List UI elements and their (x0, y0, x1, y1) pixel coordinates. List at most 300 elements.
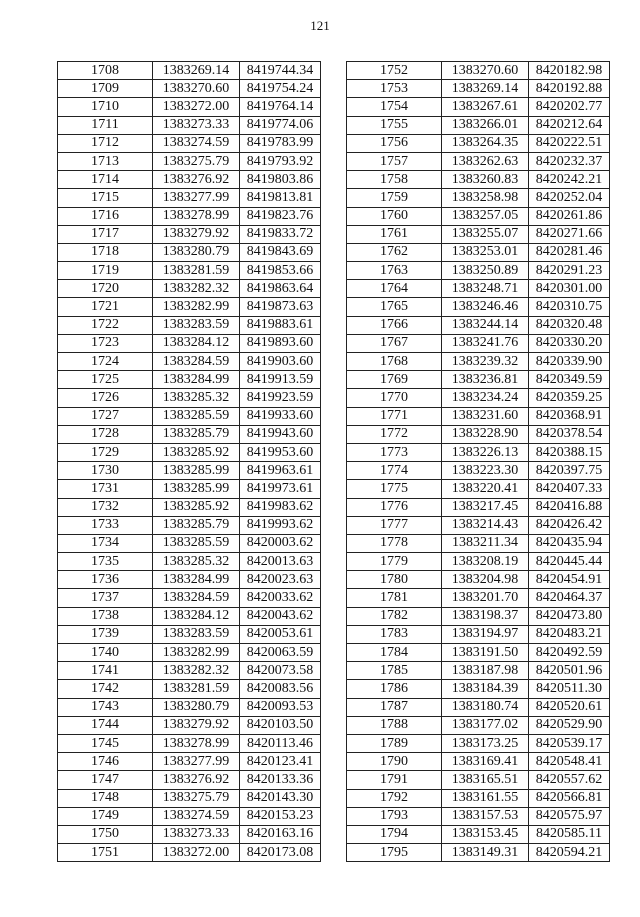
point-number-cell: 1759 (347, 189, 442, 207)
x-coordinate-cell: 1383273.33 (153, 825, 240, 843)
y-coordinate-cell: 8420053.61 (240, 625, 321, 643)
point-number-cell: 1782 (347, 607, 442, 625)
table-row (347, 280, 610, 298)
y-coordinate-cell: 8420222.51 (529, 134, 610, 152)
table-row (347, 171, 610, 189)
x-coordinate-cell: 1383266.01 (442, 116, 529, 134)
point-number-cell: 1723 (58, 334, 153, 352)
point-number-cell: 1725 (58, 371, 153, 389)
y-coordinate-cell: 8419903.60 (240, 353, 321, 371)
table-row (58, 262, 321, 280)
table-row (347, 753, 610, 771)
x-coordinate-cell: 1383165.51 (442, 771, 529, 789)
y-coordinate-cell: 8419744.34 (240, 62, 321, 80)
point-number-cell: 1784 (347, 644, 442, 662)
y-coordinate-cell: 8420013.63 (240, 553, 321, 571)
x-coordinate-cell: 1383264.35 (442, 134, 529, 152)
x-coordinate-cell: 1383282.32 (153, 662, 240, 680)
y-coordinate-cell: 8420003.62 (240, 534, 321, 552)
point-number-cell: 1732 (58, 498, 153, 516)
point-number-cell: 1757 (347, 152, 442, 170)
point-number-cell: 1746 (58, 753, 153, 771)
y-coordinate-cell: 8420310.75 (529, 298, 610, 316)
point-number-cell: 1792 (347, 789, 442, 807)
y-coordinate-cell: 8420113.46 (240, 734, 321, 752)
y-coordinate-cell: 8419764.14 (240, 98, 321, 116)
y-coordinate-cell: 8420083.56 (240, 680, 321, 698)
x-coordinate-cell: 1383285.59 (153, 407, 240, 425)
y-coordinate-cell: 8419983.62 (240, 498, 321, 516)
point-number-cell: 1719 (58, 262, 153, 280)
x-coordinate-cell: 1383272.00 (153, 844, 240, 862)
x-coordinate-cell: 1383275.79 (153, 789, 240, 807)
table-row (58, 353, 321, 371)
table-row (347, 462, 610, 480)
table-row (347, 298, 610, 316)
table-row (347, 534, 610, 552)
x-coordinate-cell: 1383173.25 (442, 734, 529, 752)
point-number-cell: 1716 (58, 207, 153, 225)
y-coordinate-cell: 8420242.21 (529, 171, 610, 189)
table-row (58, 825, 321, 843)
point-number-cell: 1738 (58, 607, 153, 625)
point-number-cell: 1761 (347, 225, 442, 243)
x-coordinate-cell: 1383281.59 (153, 680, 240, 698)
x-coordinate-cell: 1383285.32 (153, 389, 240, 407)
x-coordinate-cell: 1383272.00 (153, 98, 240, 116)
y-coordinate-cell: 8420023.63 (240, 571, 321, 589)
point-number-cell: 1789 (347, 734, 442, 752)
point-number-cell: 1739 (58, 625, 153, 643)
table-row (58, 389, 321, 407)
x-coordinate-cell: 1383220.41 (442, 480, 529, 498)
table-row (347, 243, 610, 261)
point-number-cell: 1724 (58, 353, 153, 371)
point-number-cell: 1726 (58, 389, 153, 407)
point-number-cell: 1741 (58, 662, 153, 680)
point-number-cell: 1766 (347, 316, 442, 334)
x-coordinate-cell: 1383246.46 (442, 298, 529, 316)
x-coordinate-cell: 1383285.92 (153, 498, 240, 516)
point-number-cell: 1794 (347, 825, 442, 843)
x-coordinate-cell: 1383269.14 (442, 80, 529, 98)
x-coordinate-cell: 1383281.59 (153, 262, 240, 280)
y-coordinate-cell: 8420173.08 (240, 844, 321, 862)
x-coordinate-cell: 1383191.50 (442, 644, 529, 662)
table-row (347, 262, 610, 280)
y-coordinate-cell: 8420093.53 (240, 698, 321, 716)
point-number-cell: 1767 (347, 334, 442, 352)
x-coordinate-cell: 1383201.70 (442, 589, 529, 607)
table-row (58, 589, 321, 607)
point-number-cell: 1748 (58, 789, 153, 807)
x-coordinate-cell: 1383279.92 (153, 716, 240, 734)
y-coordinate-cell: 8419993.62 (240, 516, 321, 534)
x-coordinate-cell: 1383284.59 (153, 353, 240, 371)
point-number-cell: 1721 (58, 298, 153, 316)
point-number-cell: 1788 (347, 716, 442, 734)
point-number-cell: 1720 (58, 280, 153, 298)
point-number-cell: 1728 (58, 425, 153, 443)
point-number-cell: 1714 (58, 171, 153, 189)
x-coordinate-cell: 1383285.79 (153, 516, 240, 534)
x-coordinate-cell: 1383285.99 (153, 462, 240, 480)
x-coordinate-cell: 1383284.12 (153, 334, 240, 352)
table-row (58, 80, 321, 98)
y-coordinate-cell: 8420143.30 (240, 789, 321, 807)
y-coordinate-cell: 8420163.16 (240, 825, 321, 843)
y-coordinate-cell: 8420529.90 (529, 716, 610, 734)
point-number-cell: 1795 (347, 844, 442, 862)
x-coordinate-cell: 1383236.81 (442, 371, 529, 389)
point-number-cell: 1787 (347, 698, 442, 716)
x-coordinate-cell: 1383284.99 (153, 571, 240, 589)
table-row (347, 771, 610, 789)
x-coordinate-cell: 1383284.99 (153, 371, 240, 389)
y-coordinate-cell: 8419813.81 (240, 189, 321, 207)
table-row (58, 516, 321, 534)
x-coordinate-cell: 1383187.98 (442, 662, 529, 680)
point-number-cell: 1772 (347, 425, 442, 443)
table-row (58, 480, 321, 498)
x-coordinate-cell: 1383283.59 (153, 625, 240, 643)
point-number-cell: 1760 (347, 207, 442, 225)
x-coordinate-cell: 1383153.45 (442, 825, 529, 843)
y-coordinate-cell: 8420566.81 (529, 789, 610, 807)
table-row (347, 825, 610, 843)
y-coordinate-cell: 8420520.61 (529, 698, 610, 716)
y-coordinate-cell: 8420492.59 (529, 644, 610, 662)
point-number-cell: 1779 (347, 553, 442, 571)
y-coordinate-cell: 8419883.61 (240, 316, 321, 334)
y-coordinate-cell: 8419793.92 (240, 152, 321, 170)
x-coordinate-cell: 1383280.79 (153, 243, 240, 261)
point-number-cell: 1740 (58, 644, 153, 662)
x-coordinate-cell: 1383275.79 (153, 152, 240, 170)
point-number-cell: 1786 (347, 680, 442, 698)
x-coordinate-cell: 1383184.39 (442, 680, 529, 698)
y-coordinate-cell: 8420594.21 (529, 844, 610, 862)
y-coordinate-cell: 8420378.54 (529, 425, 610, 443)
x-coordinate-cell: 1383234.24 (442, 389, 529, 407)
point-number-cell: 1791 (347, 771, 442, 789)
table-row (58, 298, 321, 316)
table-row (58, 134, 321, 152)
table-row (347, 62, 610, 80)
point-number-cell: 1733 (58, 516, 153, 534)
point-number-cell: 1737 (58, 589, 153, 607)
point-number-cell: 1722 (58, 316, 153, 334)
y-coordinate-cell: 8420511.30 (529, 680, 610, 698)
point-number-cell: 1731 (58, 480, 153, 498)
table-row (58, 280, 321, 298)
coordinates-table-left-body (58, 62, 321, 862)
table-row (347, 80, 610, 98)
point-number-cell: 1752 (347, 62, 442, 80)
y-coordinate-cell: 8420232.37 (529, 152, 610, 170)
table-row (347, 662, 610, 680)
table-row (58, 644, 321, 662)
y-coordinate-cell: 8420426.42 (529, 516, 610, 534)
table-row (58, 243, 321, 261)
table-row (347, 98, 610, 116)
x-coordinate-cell: 1383239.32 (442, 353, 529, 371)
point-number-cell: 1708 (58, 62, 153, 80)
x-coordinate-cell: 1383285.32 (153, 553, 240, 571)
y-coordinate-cell: 8420033.62 (240, 589, 321, 607)
point-number-cell: 1754 (347, 98, 442, 116)
y-coordinate-cell: 8419754.24 (240, 80, 321, 98)
table-row (58, 334, 321, 352)
table-row (58, 807, 321, 825)
point-number-cell: 1781 (347, 589, 442, 607)
y-coordinate-cell: 8420212.64 (529, 116, 610, 134)
y-coordinate-cell: 8419963.61 (240, 462, 321, 480)
y-coordinate-cell: 8420073.58 (240, 662, 321, 680)
point-number-cell: 1773 (347, 443, 442, 461)
x-coordinate-cell: 1383241.76 (442, 334, 529, 352)
y-coordinate-cell: 8419803.86 (240, 171, 321, 189)
x-coordinate-cell: 1383253.01 (442, 243, 529, 261)
x-coordinate-cell: 1383248.71 (442, 280, 529, 298)
point-number-cell: 1750 (58, 825, 153, 843)
table-row (58, 753, 321, 771)
table-row (58, 98, 321, 116)
table-row (347, 134, 610, 152)
x-coordinate-cell: 1383250.89 (442, 262, 529, 280)
table-row (347, 116, 610, 134)
point-number-cell: 1743 (58, 698, 153, 716)
table-row (58, 553, 321, 571)
y-coordinate-cell: 8420539.17 (529, 734, 610, 752)
x-coordinate-cell: 1383282.99 (153, 298, 240, 316)
y-coordinate-cell: 8420261.86 (529, 207, 610, 225)
y-coordinate-cell: 8420454.91 (529, 571, 610, 589)
y-coordinate-cell: 8420291.23 (529, 262, 610, 280)
point-number-cell: 1785 (347, 662, 442, 680)
table-row (58, 771, 321, 789)
y-coordinate-cell: 8419774.06 (240, 116, 321, 134)
table-row (347, 607, 610, 625)
table-row (347, 353, 610, 371)
table-row (347, 553, 610, 571)
table-row (58, 607, 321, 625)
y-coordinate-cell: 8420123.41 (240, 753, 321, 771)
table-row (347, 789, 610, 807)
y-coordinate-cell: 8420320.48 (529, 316, 610, 334)
y-coordinate-cell: 8420063.59 (240, 644, 321, 662)
y-coordinate-cell: 8420281.46 (529, 243, 610, 261)
table-row (347, 407, 610, 425)
table-row (347, 844, 610, 862)
x-coordinate-cell: 1383267.61 (442, 98, 529, 116)
x-coordinate-cell: 1383231.60 (442, 407, 529, 425)
table-row (58, 316, 321, 334)
y-coordinate-cell: 8419823.76 (240, 207, 321, 225)
point-number-cell: 1712 (58, 134, 153, 152)
x-coordinate-cell: 1383269.14 (153, 62, 240, 80)
point-number-cell: 1734 (58, 534, 153, 552)
point-number-cell: 1709 (58, 80, 153, 98)
point-number-cell: 1775 (347, 480, 442, 498)
y-coordinate-cell: 8419783.99 (240, 134, 321, 152)
point-number-cell: 1755 (347, 116, 442, 134)
point-number-cell: 1764 (347, 280, 442, 298)
x-coordinate-cell: 1383157.53 (442, 807, 529, 825)
x-coordinate-cell: 1383198.37 (442, 607, 529, 625)
point-number-cell: 1758 (347, 171, 442, 189)
y-coordinate-cell: 8420359.25 (529, 389, 610, 407)
x-coordinate-cell: 1383277.99 (153, 753, 240, 771)
table-row (347, 625, 610, 643)
table-row (58, 207, 321, 225)
x-coordinate-cell: 1383282.99 (153, 644, 240, 662)
x-coordinate-cell: 1383177.02 (442, 716, 529, 734)
y-coordinate-cell: 8419853.66 (240, 262, 321, 280)
table-row (58, 698, 321, 716)
x-coordinate-cell: 1383180.74 (442, 698, 529, 716)
y-coordinate-cell: 8420501.96 (529, 662, 610, 680)
y-coordinate-cell: 8420473.80 (529, 607, 610, 625)
table-row (347, 225, 610, 243)
point-number-cell: 1745 (58, 734, 153, 752)
table-row (347, 371, 610, 389)
point-number-cell: 1763 (347, 262, 442, 280)
point-number-cell: 1753 (347, 80, 442, 98)
table-row (347, 644, 610, 662)
x-coordinate-cell: 1383285.92 (153, 443, 240, 461)
x-coordinate-cell: 1383208.19 (442, 553, 529, 571)
x-coordinate-cell: 1383284.12 (153, 607, 240, 625)
y-coordinate-cell: 8420103.50 (240, 716, 321, 734)
table-row (347, 425, 610, 443)
point-number-cell: 1710 (58, 98, 153, 116)
x-coordinate-cell: 1383278.99 (153, 734, 240, 752)
y-coordinate-cell: 8420153.23 (240, 807, 321, 825)
table-row (347, 571, 610, 589)
table-row (58, 680, 321, 698)
table-row (58, 371, 321, 389)
y-coordinate-cell: 8420407.33 (529, 480, 610, 498)
y-coordinate-cell: 8420339.90 (529, 353, 610, 371)
y-coordinate-cell: 8420416.88 (529, 498, 610, 516)
y-coordinate-cell: 8420397.75 (529, 462, 610, 480)
point-number-cell: 1727 (58, 407, 153, 425)
point-number-cell: 1730 (58, 462, 153, 480)
table-row (347, 716, 610, 734)
y-coordinate-cell: 8420202.77 (529, 98, 610, 116)
point-number-cell: 1735 (58, 553, 153, 571)
y-coordinate-cell: 8420557.62 (529, 771, 610, 789)
table-row (58, 844, 321, 862)
y-coordinate-cell: 8420252.04 (529, 189, 610, 207)
table-row (347, 152, 610, 170)
point-number-cell: 1780 (347, 571, 442, 589)
point-number-cell: 1713 (58, 152, 153, 170)
point-number-cell: 1777 (347, 516, 442, 534)
x-coordinate-cell: 1383217.45 (442, 498, 529, 516)
x-coordinate-cell: 1383285.99 (153, 480, 240, 498)
x-coordinate-cell: 1383260.83 (442, 171, 529, 189)
table-row (58, 662, 321, 680)
table-row (58, 62, 321, 80)
coordinates-table-right (346, 61, 610, 862)
y-coordinate-cell: 8420548.41 (529, 753, 610, 771)
table-row (58, 443, 321, 461)
point-number-cell: 1776 (347, 498, 442, 516)
point-number-cell: 1778 (347, 534, 442, 552)
point-number-cell: 1771 (347, 407, 442, 425)
table-row (347, 734, 610, 752)
point-number-cell: 1711 (58, 116, 153, 134)
point-number-cell: 1769 (347, 371, 442, 389)
x-coordinate-cell: 1383194.97 (442, 625, 529, 643)
y-coordinate-cell: 8419873.63 (240, 298, 321, 316)
table-row (58, 189, 321, 207)
y-coordinate-cell: 8419893.60 (240, 334, 321, 352)
y-coordinate-cell: 8420445.44 (529, 553, 610, 571)
coordinates-table-right-body (347, 62, 610, 862)
x-coordinate-cell: 1383276.92 (153, 171, 240, 189)
point-number-cell: 1747 (58, 771, 153, 789)
point-number-cell: 1742 (58, 680, 153, 698)
point-number-cell: 1768 (347, 353, 442, 371)
x-coordinate-cell: 1383284.59 (153, 589, 240, 607)
x-coordinate-cell: 1383255.07 (442, 225, 529, 243)
table-row (58, 571, 321, 589)
y-coordinate-cell: 8420575.97 (529, 807, 610, 825)
x-coordinate-cell: 1383276.92 (153, 771, 240, 789)
table-row (347, 807, 610, 825)
x-coordinate-cell: 1383223.30 (442, 462, 529, 480)
x-coordinate-cell: 1383274.59 (153, 807, 240, 825)
point-number-cell: 1793 (347, 807, 442, 825)
point-number-cell: 1751 (58, 844, 153, 862)
y-coordinate-cell: 8419863.64 (240, 280, 321, 298)
page-number: 121 (310, 18, 330, 33)
x-coordinate-cell: 1383277.99 (153, 189, 240, 207)
x-coordinate-cell: 1383244.14 (442, 316, 529, 334)
table-row (58, 789, 321, 807)
point-number-cell: 1744 (58, 716, 153, 734)
table-row (347, 443, 610, 461)
y-coordinate-cell: 8419843.69 (240, 243, 321, 261)
point-number-cell: 1736 (58, 571, 153, 589)
x-coordinate-cell: 1383228.90 (442, 425, 529, 443)
x-coordinate-cell: 1383214.43 (442, 516, 529, 534)
table-row (347, 316, 610, 334)
table-row (347, 189, 610, 207)
table-row (58, 152, 321, 170)
table-row (58, 425, 321, 443)
table-row (58, 716, 321, 734)
y-coordinate-cell: 8420585.11 (529, 825, 610, 843)
x-coordinate-cell: 1383262.63 (442, 152, 529, 170)
y-coordinate-cell: 8419953.60 (240, 443, 321, 461)
point-number-cell: 1717 (58, 225, 153, 243)
point-number-cell: 1715 (58, 189, 153, 207)
x-coordinate-cell: 1383204.98 (442, 571, 529, 589)
table-row (347, 480, 610, 498)
y-coordinate-cell: 8420271.66 (529, 225, 610, 243)
point-number-cell: 1718 (58, 243, 153, 261)
y-coordinate-cell: 8420192.88 (529, 80, 610, 98)
y-coordinate-cell: 8420349.59 (529, 371, 610, 389)
x-coordinate-cell: 1383258.98 (442, 189, 529, 207)
y-coordinate-cell: 8420043.62 (240, 607, 321, 625)
y-coordinate-cell: 8419943.60 (240, 425, 321, 443)
x-coordinate-cell: 1383270.60 (442, 62, 529, 80)
